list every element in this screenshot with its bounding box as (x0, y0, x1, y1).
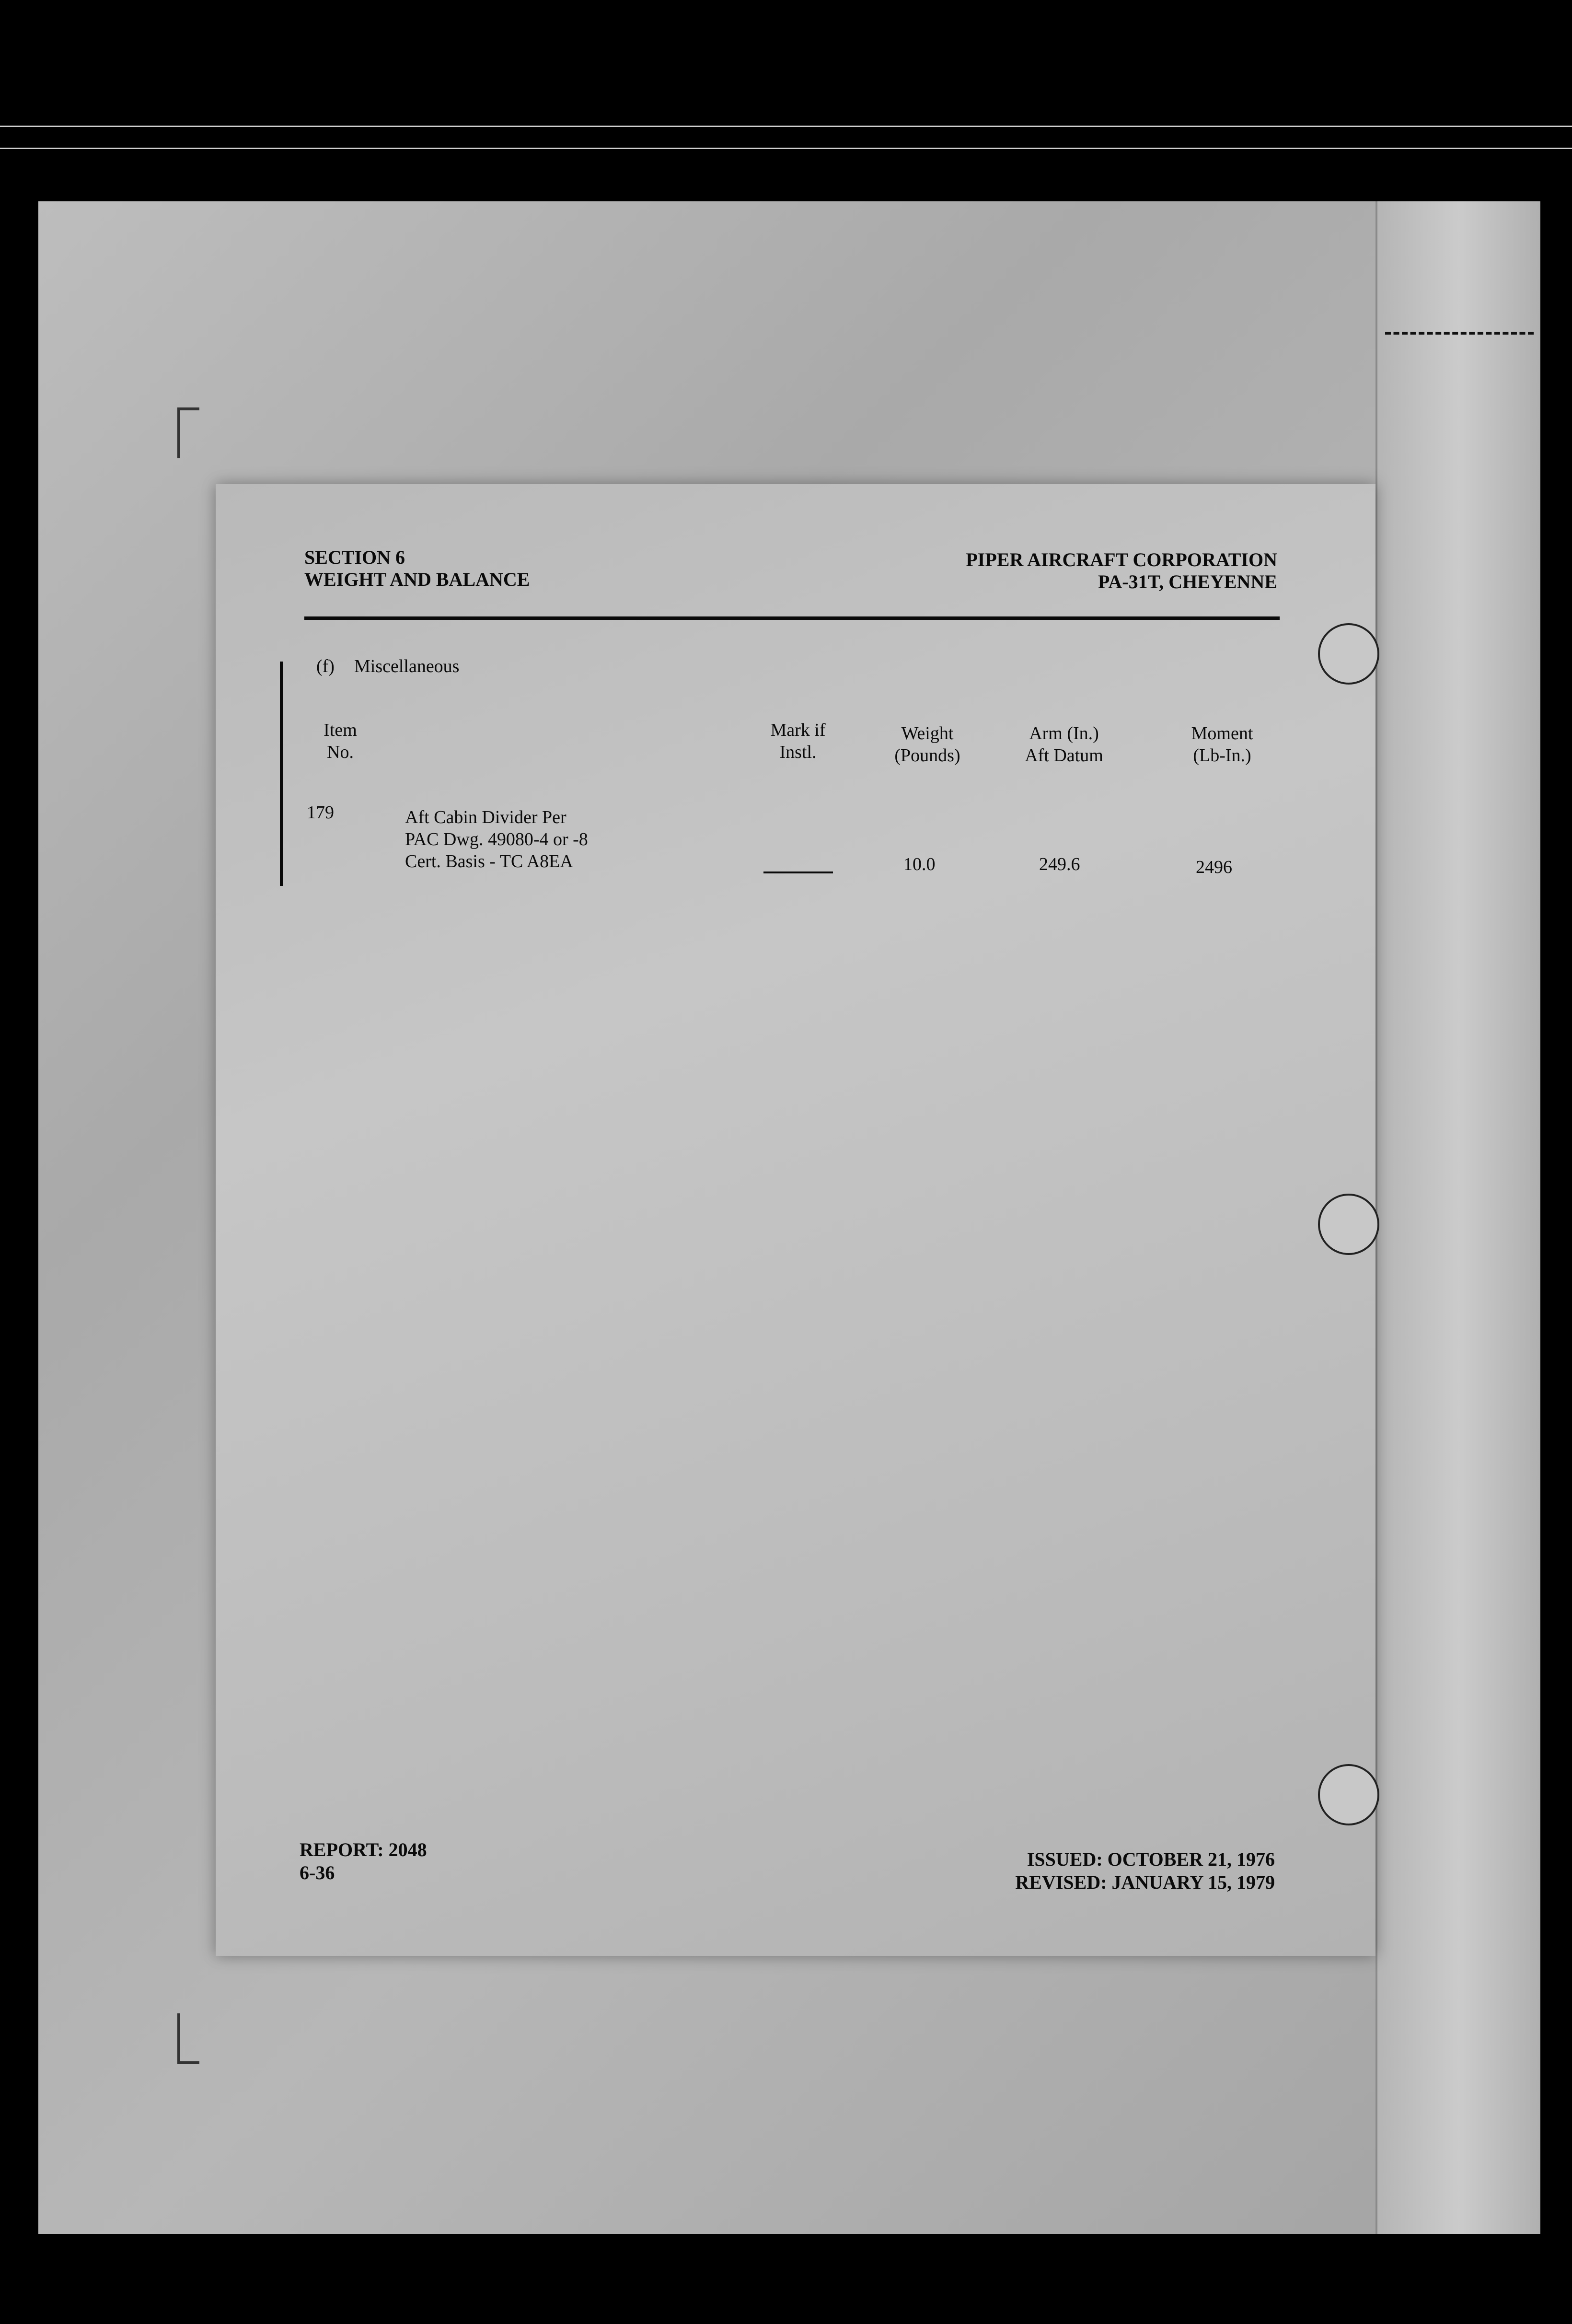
revised-date: REVISED: JANUARY 15, 1979 (1015, 1871, 1275, 1893)
binder-hole-top (1318, 623, 1379, 685)
revision-change-bar (280, 662, 283, 886)
binder-hole-middle (1318, 1194, 1379, 1255)
film-edge-line-top (0, 126, 1572, 127)
header-rule (304, 616, 1280, 620)
report-number: REPORT: 2048 (300, 1839, 427, 1860)
subsection-title: Miscellaneous (354, 656, 460, 676)
subsection-heading (316, 656, 459, 677)
section-label: SECTION 6 (304, 546, 405, 568)
dashed-margin-line (1385, 332, 1534, 335)
bleed-through-text (1030, 887, 1299, 909)
section-heading (304, 546, 530, 591)
backing-sheet-right-strip (1376, 201, 1540, 2234)
aircraft-model: PA-31T, CHEYENNE (1098, 571, 1277, 593)
column-header-item-no: Item No. (324, 720, 357, 762)
item-weight: 10.0 (903, 854, 936, 874)
item-description: Aft Cabin Divider Per PAC Dwg. 49080-4 or -8 Cert. Basis - TC A8EA (405, 807, 588, 872)
column-header-arm: Arm (In.) Aft Datum (1025, 723, 1103, 766)
manual-page (216, 484, 1376, 1956)
column-header-moment: Moment (Lb-In.) (1191, 723, 1253, 766)
item-moment: 2496 (1196, 857, 1232, 877)
report-footer (300, 1838, 427, 1884)
company-name: PIPER AIRCRAFT CORPORATION (966, 549, 1277, 570)
subsection-letter: (f) (316, 656, 335, 676)
mark-if-installed-blank (763, 872, 833, 873)
revision-footer (1015, 1848, 1275, 1894)
film-edge-line-second (0, 148, 1572, 149)
item-number: 179 (307, 802, 334, 823)
corner-mark-bottom-left (177, 2013, 199, 2064)
issued-date: ISSUED: OCTOBER 21, 1976 (1027, 1848, 1275, 1870)
section-title: WEIGHT AND BALANCE (304, 569, 530, 590)
column-header-mark-if-instl: Mark if Instl. (770, 720, 826, 762)
page-number: 6-36 (300, 1862, 335, 1883)
corner-mark-top-left (177, 407, 199, 458)
item-arm: 249.6 (1039, 854, 1080, 874)
column-header-weight: Weight (Pounds) (894, 723, 960, 766)
binder-hole-bottom (1318, 1764, 1379, 1825)
company-heading (966, 549, 1277, 593)
